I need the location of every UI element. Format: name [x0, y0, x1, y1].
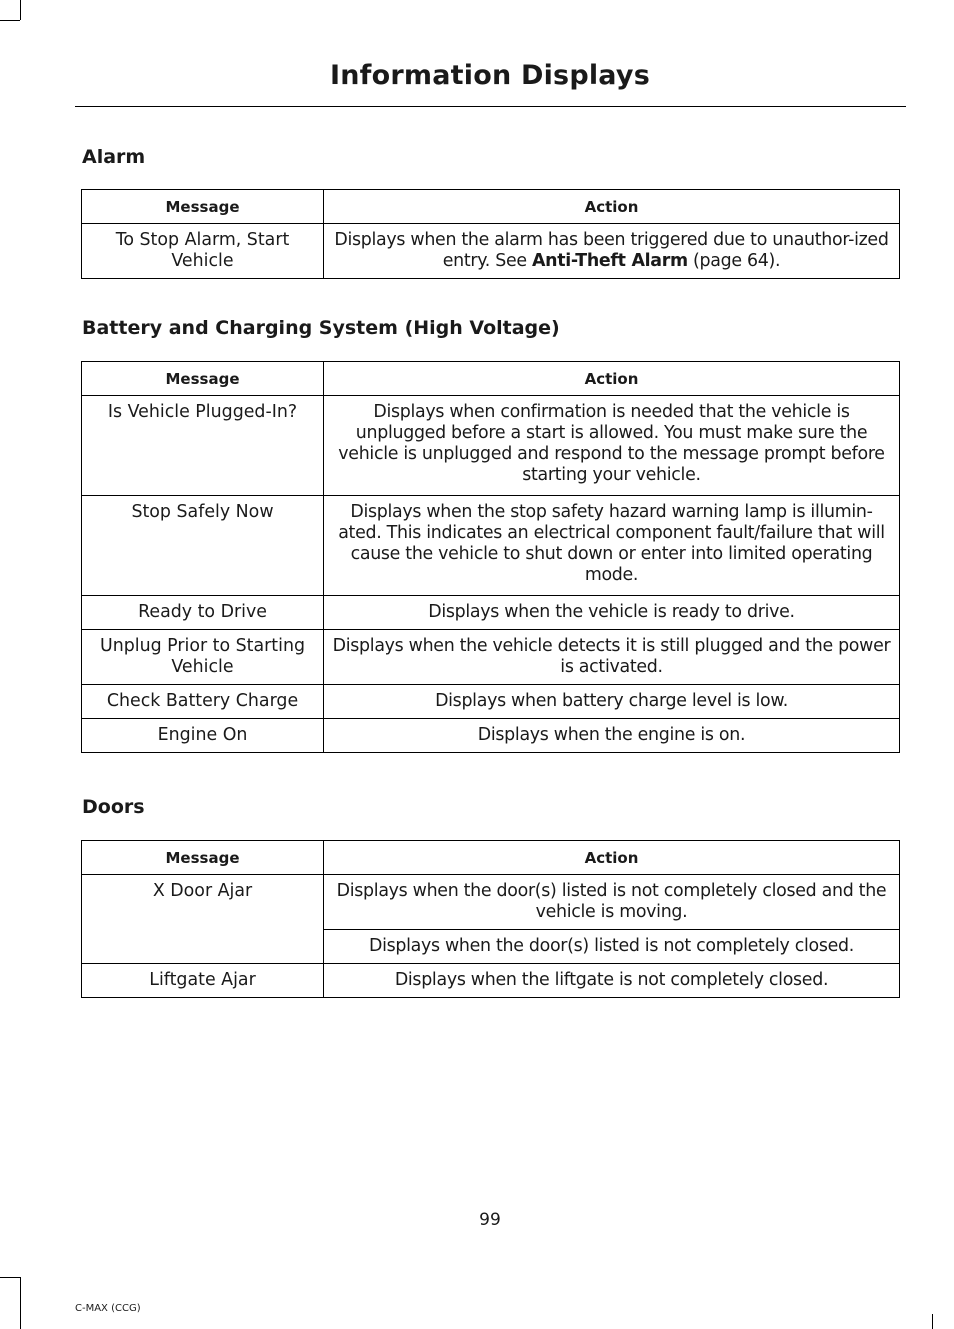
- action-cell: Displays when confirmation is needed that the vehicle is unplugged before a start is allowed. You must make sure the vehicle is unplugged and respond to the message prompt before starting your vehicle.: [324, 396, 900, 496]
- column-header-message: Message: [82, 190, 324, 224]
- action-text: Displays when the alarm has been triggered due to unauthor-ized entry. See: [334, 230, 889, 271]
- column-header-message: Message: [82, 362, 324, 396]
- message-cell: X Door Ajar: [82, 875, 324, 964]
- crop-mark: [0, 20, 20, 21]
- action-cell: Displays when the door(s) listed is not completely closed and the vehicle is moving.: [324, 875, 900, 930]
- doors-table: [81, 840, 900, 998]
- action-cell: [324, 224, 900, 279]
- page-title: Information Displays: [330, 60, 650, 91]
- message-cell: Is Vehicle Plugged-In?: [82, 396, 324, 496]
- crop-mark: [20, 0, 21, 20]
- action-cell: Displays when battery charge level is low.: [324, 685, 900, 719]
- title-divider: [75, 106, 906, 107]
- page-number: 99: [479, 1210, 501, 1230]
- table-header-row: [82, 190, 900, 224]
- model-code: C-MAX (CCG): [75, 1303, 141, 1314]
- crop-mark: [932, 1314, 933, 1329]
- table-header-row: [82, 362, 900, 396]
- page-reference: (page 64).: [687, 251, 781, 271]
- battery-table: [81, 361, 900, 753]
- table-row: [82, 596, 900, 630]
- message-cell: Stop Safely Now: [82, 496, 324, 596]
- action-cell: Displays when the vehicle is ready to drive.: [324, 596, 900, 630]
- crop-mark: [0, 1277, 20, 1278]
- message-cell: Unplug Prior to Starting Vehicle: [82, 630, 324, 685]
- action-cell: Displays when the engine is on.: [324, 719, 900, 753]
- cross-reference-link: Anti-Theft Alarm: [532, 251, 688, 271]
- action-cell: Displays when the vehicle detects it is still plugged and the power is activated.: [324, 630, 900, 685]
- action-cell: Displays when the stop safety hazard warning lamp is illumin-ated. This indicates an electrical component fault/failure that will cause the vehicle to shut down or enter into limited operating mode.: [324, 496, 900, 596]
- table-row: [82, 630, 900, 685]
- action-cell: Displays when the liftgate is not completely closed.: [324, 964, 900, 998]
- message-cell: Check Battery Charge: [82, 685, 324, 719]
- section-heading-alarm: Alarm: [82, 146, 146, 168]
- table-row: [82, 964, 900, 998]
- column-header-action: Action: [324, 362, 900, 396]
- message-cell: To Stop Alarm, Start Vehicle: [82, 224, 324, 279]
- table-row: [82, 224, 900, 279]
- crop-mark: [20, 1277, 21, 1329]
- table-header-row: [82, 841, 900, 875]
- table-row: [82, 685, 900, 719]
- alarm-table: [81, 189, 900, 279]
- section-heading-doors: Doors: [82, 796, 145, 818]
- table-row: [82, 496, 900, 596]
- table-row: [82, 875, 900, 930]
- message-cell: Ready to Drive: [82, 596, 324, 630]
- section-heading-battery: Battery and Charging System (High Voltage): [82, 317, 560, 339]
- message-cell: Liftgate Ajar: [82, 964, 324, 998]
- table-row: [82, 719, 900, 753]
- action-cell: Displays when the door(s) listed is not completely closed.: [324, 930, 900, 964]
- table-row: [82, 396, 900, 496]
- column-header-message: Message: [82, 841, 324, 875]
- column-header-action: Action: [324, 190, 900, 224]
- column-header-action: Action: [324, 841, 900, 875]
- message-cell: Engine On: [82, 719, 324, 753]
